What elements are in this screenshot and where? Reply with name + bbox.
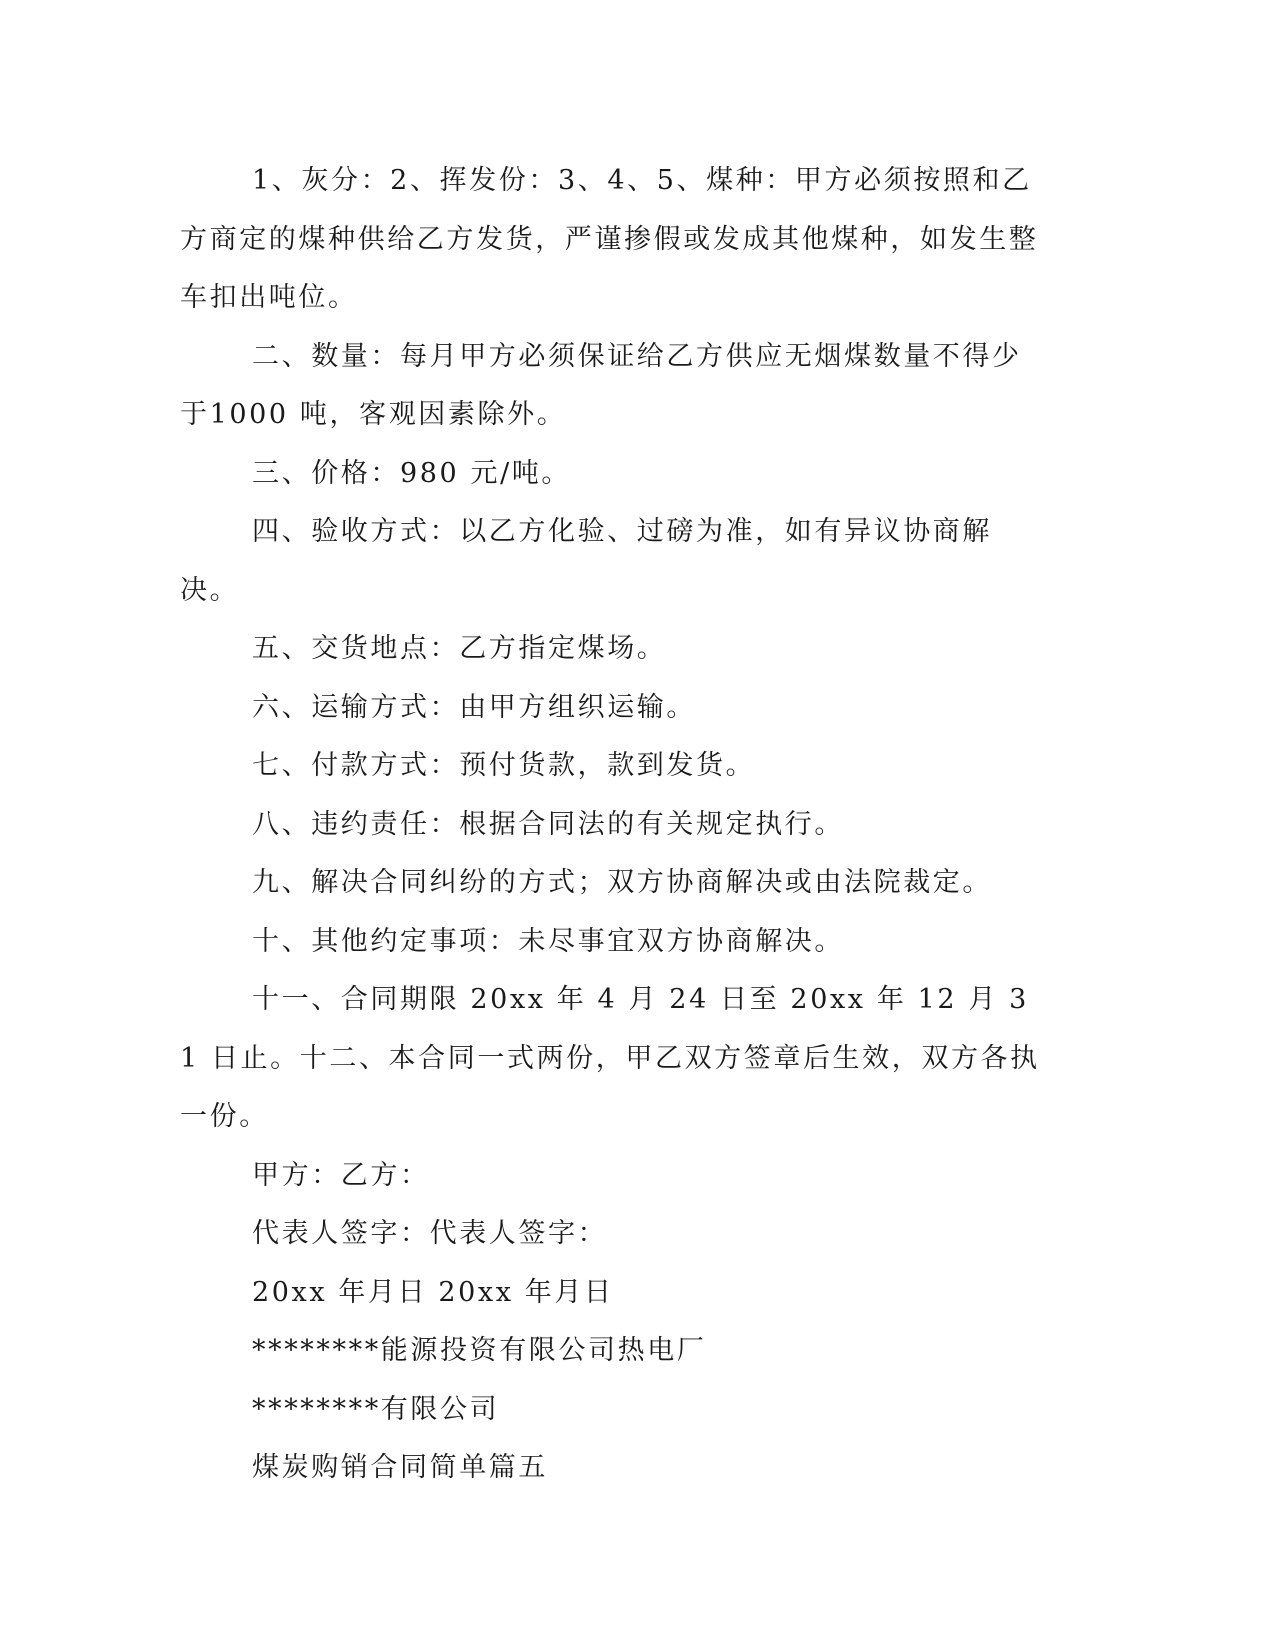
paragraph-liability: 八、违约责任：根据合同法的有关规定执行。 bbox=[252, 808, 844, 840]
paragraph-contract-term: 十一、合同期限 20xx 年 4 月 24 日至 20xx 年 12 月 31 日止。十二、本合同一式两份，甲乙双方签章后生效，双方各执一份。 bbox=[180, 984, 1040, 1132]
paragraph-quantity: 二、数量：每月甲方必须保证给乙方供应无烟煤数量不得少于1000 吨，客观因素除外。 bbox=[180, 340, 1022, 430]
document-body bbox=[180, 152, 1040, 1498]
paragraph-delivery-location: 五、交货地点：乙方指定煤场。 bbox=[252, 633, 667, 664]
paragraph-parties: 甲方：乙方： bbox=[252, 1159, 430, 1191]
paragraph-signatures: 代表人签字：代表人签字： bbox=[252, 1218, 608, 1249]
paragraph-price: 三、价格：980 元/吨。 bbox=[252, 457, 572, 489]
paragraph-company-a: ********能源投资有限公司热电厂 bbox=[252, 1335, 707, 1366]
paragraph-quality-terms: 1、灰分：2、挥发份：3、4、5、煤种：甲方必须按照和乙方商定的煤种供给乙方发货，严谨掺假或发成其他煤种，如发生整车扣出吨位。 bbox=[180, 165, 1039, 313]
paragraph-dates: 20xx 年月日 20xx 年月日 bbox=[252, 1276, 614, 1308]
paragraph-section-heading: 煤炭购销合同简单篇五 bbox=[252, 1452, 548, 1483]
paragraph-other-matters: 十、其他约定事项：未尽事宜双方协商解决。 bbox=[252, 925, 844, 957]
paragraph-transport: 六、运输方式：由甲方组织运输。 bbox=[252, 691, 696, 723]
paragraph-dispute: 九、解决合同纠纷的方式；双方协商解决或由法院裁定。 bbox=[252, 867, 992, 898]
paragraph-company-b: ********有限公司 bbox=[252, 1393, 500, 1425]
paragraph-payment: 七、付款方式：预付货款，款到发货。 bbox=[252, 750, 756, 781]
paragraph-acceptance: 四、验收方式：以乙方化验、过磅为准，如有异议协商解决。 bbox=[180, 516, 992, 606]
